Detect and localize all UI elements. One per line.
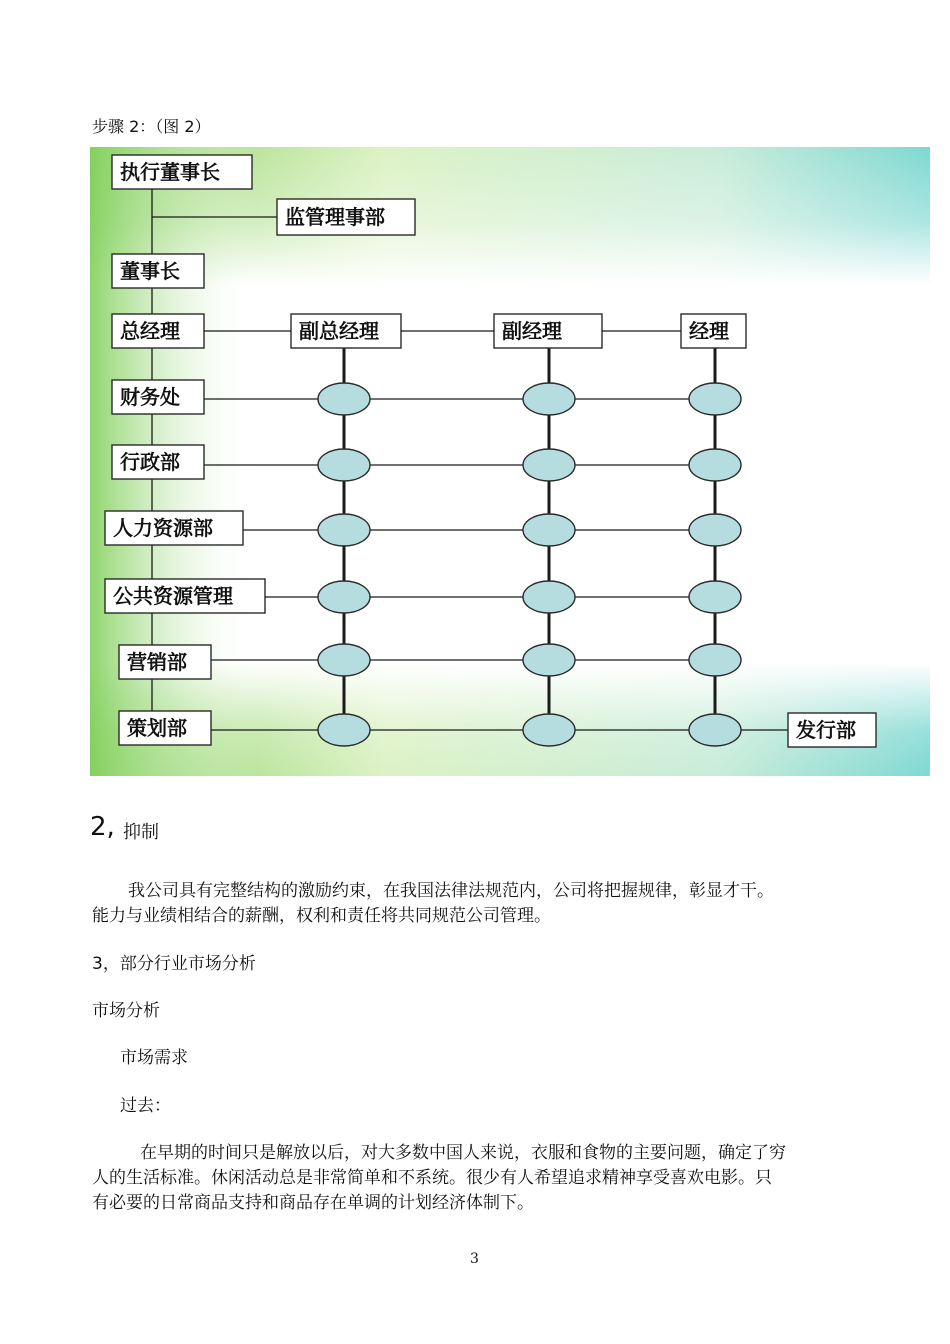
org-box-left-8 (119, 645, 211, 679)
org-box-top-2 (681, 314, 746, 348)
past-paragraph-line-1: 在早期的时间只是解放以后，对大多数中国人来说，衣服和食物的主要问题，确定了穷 (140, 1143, 786, 1163)
market-demand-heading: 市场需求 (120, 1048, 188, 1068)
org-box-left-8-label: 营销部 (127, 650, 187, 674)
section-3-heading: 3，部分行业市场分析 (92, 954, 256, 974)
junction-node (318, 383, 370, 415)
org-box-left-7-label: 公共资源管理 (113, 584, 233, 608)
junction-node (523, 581, 575, 613)
section-2-paragraph-line-2: 能力与业绩相结合的薪酬，权利和责任将共同规范公司管理。 (92, 906, 551, 926)
junction-node (689, 449, 741, 481)
section-2-paragraph-line-1: 我公司具有完整结构的激励约束，在我国法律法规范内，公司将把握规律，彰显才干。 (128, 881, 774, 901)
junction-node (318, 514, 370, 546)
org-box-left-4-label: 财务处 (120, 385, 180, 409)
junction-node (318, 449, 370, 481)
junction-node (689, 383, 741, 415)
junction-node (523, 449, 575, 481)
junction-node (318, 644, 370, 676)
junction-node (523, 383, 575, 415)
section-2-number: 2, (90, 812, 115, 842)
org-box-left-0-label: 执行董事长 (120, 160, 220, 184)
section-2-title: 抑制 (123, 822, 159, 843)
org-box-left-4 (112, 380, 204, 414)
org-box-left-1-label: 监管理事部 (285, 205, 385, 229)
org-box-left-6-label: 人力资源部 (113, 516, 213, 540)
page-number: 3 (470, 1251, 479, 1267)
org-box-top-2-label: 经理 (689, 319, 729, 343)
org-box-right (788, 713, 876, 747)
org-box-left-5 (112, 445, 204, 479)
junction-node (689, 714, 741, 746)
org-box-left-9-label: 策划部 (127, 716, 187, 740)
org-box-left-6 (105, 511, 243, 545)
org-chart-figure (90, 147, 930, 776)
past-paragraph-line-2: 人的生活标准。休闲活动总是非常简单和不系统。很少有人希望追求精神享受喜欢电影。只 (92, 1168, 772, 1188)
junction-node (523, 514, 575, 546)
org-box-left-2-label: 董事长 (120, 259, 180, 283)
org-box-top-0-label: 副总经理 (299, 319, 379, 343)
org-box-left-3 (112, 314, 204, 348)
step-label: 步骤 2：（图 2） (92, 117, 211, 136)
org-box-left-1 (277, 199, 415, 235)
junction-node (689, 644, 741, 676)
org-box-left-0 (112, 155, 252, 189)
org-box-left-5-label: 行政部 (120, 450, 180, 474)
junction-node (523, 644, 575, 676)
past-heading: 过去： (120, 1096, 171, 1116)
org-box-left-3-label: 总经理 (120, 319, 180, 343)
org-box-left-9 (119, 711, 211, 745)
junction-node (318, 714, 370, 746)
junction-node (318, 581, 370, 613)
junction-node (523, 714, 575, 746)
org-box-top-0 (291, 314, 401, 348)
org-box-right-label: 发行部 (796, 718, 856, 742)
junction-node (689, 581, 741, 613)
org-box-left-7 (105, 579, 265, 613)
org-box-left-2 (112, 254, 204, 288)
org-chart (90, 147, 930, 776)
junction-node (689, 514, 741, 546)
org-box-top-1-label: 副经理 (502, 319, 562, 343)
market-analysis-heading: 市场分析 (92, 1001, 160, 1021)
past-paragraph-line-3: 有必要的日常商品支持和商品存在单调的计划经济体制下。 (92, 1193, 534, 1213)
org-box-top-1 (494, 314, 602, 348)
